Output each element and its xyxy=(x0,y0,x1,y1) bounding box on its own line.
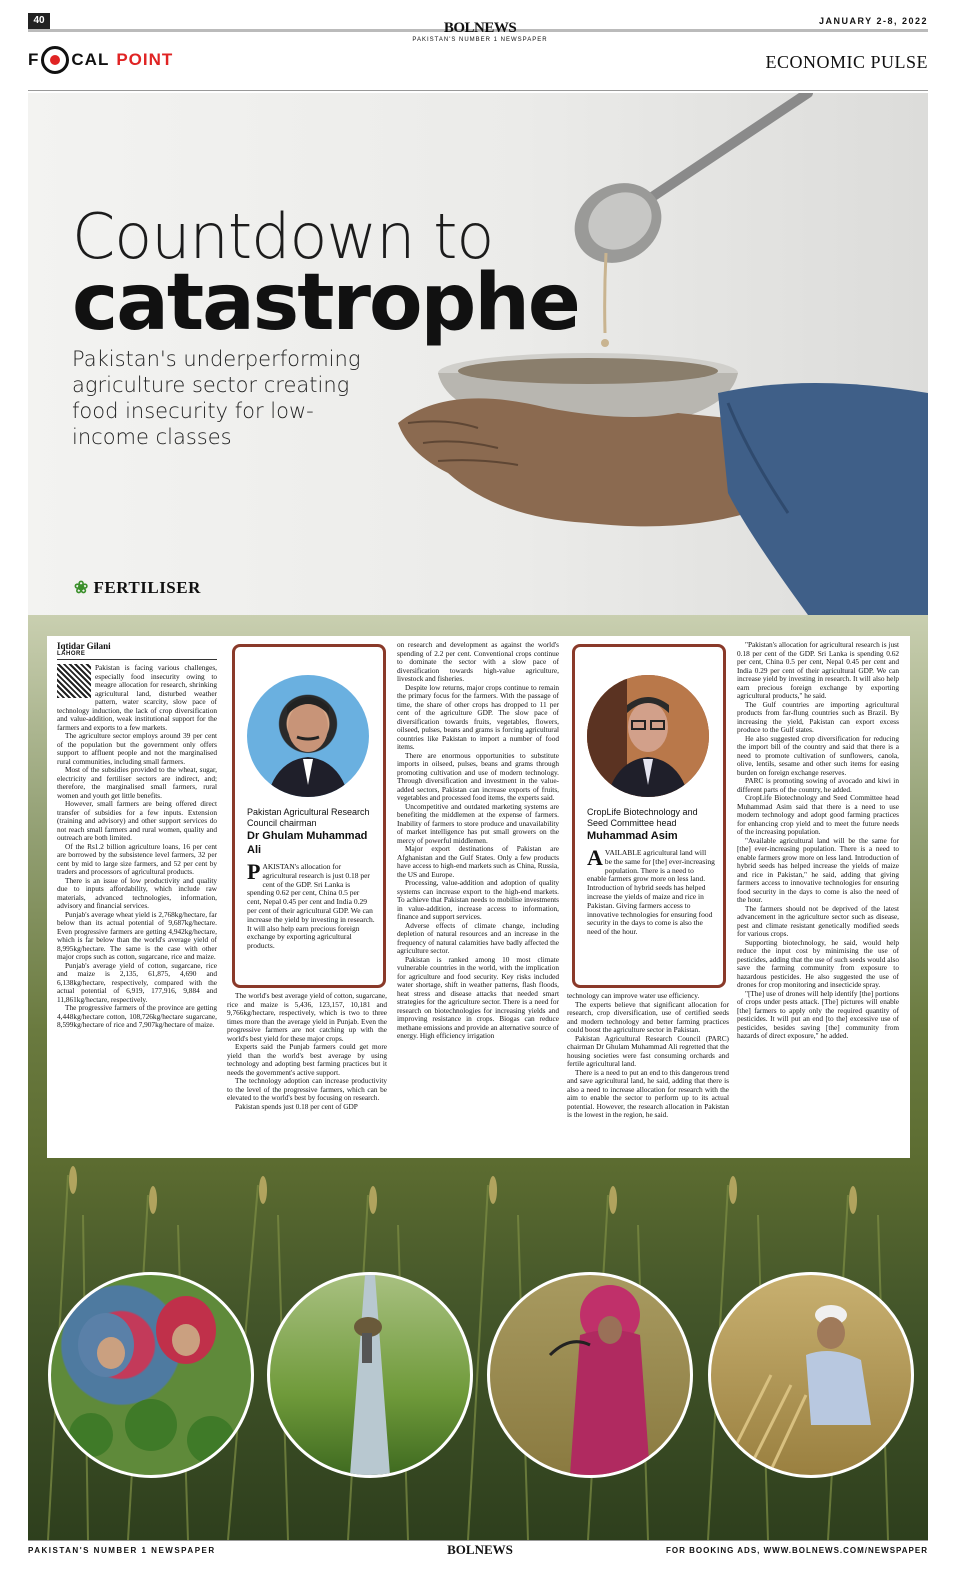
paragraph: The technology adoption can increase productivity to the level of the progressive farmers, which can be elevated to the world's best by focusing on research. xyxy=(227,1076,387,1102)
footer-booking-link[interactable]: FOR BOOKING ADS, WWW.BOLNEWS.COM/NEWSPAPER xyxy=(666,1546,928,1555)
paragraph: The progressive farmers of the province are getting 4,448kg/hectare cotton, 108,726kg/hectare sugarcane, 8,599kg/hectare of rice and 7,907kg/hectare of maize. xyxy=(57,1003,217,1029)
paragraph: The experts believe that significant allocation for research, crop diversification, use of certified seeds and modern technology and better farming practices could boost the agriculture sector in Pakistan. xyxy=(567,999,729,1034)
paragraph: The Gulf countries are importing agricultural products from far-flung countries such as Brazil. By increasing the yield, Pakistan can export excess produce to the Gulf states. xyxy=(737,699,899,734)
paragraph: Processing, value-addition and adoption of quality systems can increase export to the high-end markets. To achieve that Pakistan needs to mobilise investments in value-addition, increase access to information, finance and support services. xyxy=(397,878,559,921)
quote-body: AKISTAN's allocation for agricultural research is just 0.18 per cent of the GDP. Sri Lanka is spending 0.62 per cent, China 0.5 per cent, Nepal 0.45 per cent and India 0.29 per cent of their agricultural GDP. We can increase the yield by investing in research. It will also help earn precious foreign exchange by exporting agricultural products. xyxy=(247,862,375,951)
paragraph: Most of the subsidies provided to the wheat, sugar, electricity and fertiliser sectors are indirect, and; therefore, the marginalised small farmers, rural women and youth get little benefits. xyxy=(57,765,217,800)
quote-text xyxy=(247,859,375,951)
paragraph: technology can improve water use efficiency. xyxy=(567,992,700,1000)
paragraph: Pakistan is facing various challenges, especially food insecurity owing to meagre allocation for research, shrinking agricultural land, disturbed weather pattern, water scarcity, slow pace of technology induction, the lack of crop diversification and value-addition, weak institutional support for the farmers and exports to a few markets. xyxy=(57,663,217,732)
article-column-2 xyxy=(227,992,387,1152)
photo-circle-rice-paddy xyxy=(267,1272,473,1478)
quote-role: CropLife Biotechnology and Seed Committee head xyxy=(587,807,698,828)
focal-target-icon xyxy=(41,46,69,74)
portrait-ghulam-ali xyxy=(247,675,369,797)
paragraph: Adverse effects of climate change, including depletion of natural resources and an increase in the frequency of natural calamities have badly affected the agriculture sector. xyxy=(397,920,559,955)
article-column-4 xyxy=(567,992,729,1152)
quote-body: VAILABLE agricultural land will be the same for [the] ever-increasing population. There is a need to enable farmers grow more on less land. Introduction of hybrid seeds has helped increase the yields of maize and rice in Pakistan. Giving farmers access to innovative technologies for ensuring food security in the days to come is also the need of the hour. xyxy=(587,848,715,937)
paragraph: Experts said the Punjab farmers could get more yield than the world's best average by using technology and adopting best farming practices but it needs the government's active support. xyxy=(227,1042,387,1077)
paragraph: Major export destinations of Pakistan are Afghanistan and the Gulf States. Only a few products have access to high-end markets such as China, Russia, the US and Europe. xyxy=(397,844,559,879)
masthead-tagline: PAKISTAN'S NUMBER 1 NEWSPAPER xyxy=(412,37,548,43)
page-number: 40 xyxy=(28,13,50,29)
headline-subtitle: Pakistan's underperforming agriculture sector creating food insecurity for low-income classes xyxy=(72,347,361,449)
paragraph: Supporting biotechnology, he said, would help reduce the input cost by minimising the use of pesticides, adding that the use of such seeds would also save the farming community from exposure to hazardous pesticides. He also suggested the use of drones for crop monitoring and insecticide spray. xyxy=(737,937,899,989)
quote-name: Dr Ghulam Muhammad Ali xyxy=(247,830,368,856)
quote-box-ghulam-ali xyxy=(232,644,386,988)
photo-circle-woman-harvesting xyxy=(487,1272,693,1478)
headline-line-1: Countdown to xyxy=(72,200,494,273)
portrait-figure xyxy=(587,675,709,797)
section-f: F xyxy=(28,50,40,69)
paragraph: The farmers should not be deprived of the latest advancement in the agriculture sector such as disease, pest and climate resistant genetically modified seeds for various crops. xyxy=(737,903,899,938)
masthead-logo: BOLNEWS xyxy=(443,20,517,36)
article-column-3 xyxy=(397,641,559,1151)
section-rule xyxy=(28,90,928,91)
portrait-muhammad-asim xyxy=(587,675,709,797)
paragraph: There is a need to put an end to this dangerous trend and save agricultural land, he said, adding that there is also a need to increase allocation for research with the aim to enable the sector to perform up to its actual potential. However, the research allocation in Pakistan is the lowest in the region, he said. xyxy=(567,1067,729,1119)
quote-text xyxy=(587,845,715,937)
photo-circle-farmer-wheat xyxy=(708,1272,914,1478)
paragraph: PARC is promoting sowing of avocado and kiwi in different parts of the country, he added. xyxy=(737,776,899,794)
paragraph: There is an issue of low productivity and quality due to inputs affordability, which include raw materials, advanced technologies, information, advisory and financial services. xyxy=(57,875,217,910)
paragraph: on research and development as against the world's spending of 2.2 per cent. Conventional crops continue to dominate the sector with a slow pace of diversification towards high-value agriculture, livestock and fisheries. xyxy=(397,641,559,683)
headline-line-2: catastrophe xyxy=(72,258,579,348)
women-farmers-illustration xyxy=(51,1275,251,1475)
paragraph: Of the Rs1.2 billion agriculture loans, 16 per cent are borrowed by the subsistence level farmers, 32 per cent by mid to large size farmers, and 52 per cent by traders and processors of agricultural products. xyxy=(57,841,217,876)
woman-harvesting-illustration xyxy=(490,1275,690,1475)
qr-code-icon xyxy=(57,664,91,698)
paragraph: Pakistan spends just 0.18 per cent of GDP xyxy=(235,1101,358,1111)
section-focal-point xyxy=(28,46,173,74)
paragraph: Despite low returns, major crops continue to remain the primary focus for the farmers. With the passage of time, the share of other crops has dropped to 11 per cent of the agriculture GDP. The slow pace of diversification towards fruits, vegetables, flowers, oilseed, pulses, beans and grams is forcing agricultural countries like Pakistan to import a number of food items. xyxy=(397,682,559,751)
section-cal: CAL xyxy=(71,50,110,69)
dropcap: P xyxy=(247,859,261,884)
paragraph: Pakistan is ranked among 10 most climate vulnerable countries in the world, with the implication for agriculture and food security. Key risks included water shortage, shift in weather patterns, flash floods, heat stress and disease attacks that needed smart strategies for the agriculture sector. There is a need for research on biotechnologies for increasing yields and improving resistance in crops. Biogas can reduce methane emissions and provide an alternative source of energy. High efficiency irrigation xyxy=(397,954,559,1040)
dropcap: A xyxy=(587,845,603,870)
paragraph: There are enormous opportunities to substitute imports in oilseed, pulses, beans and grams through promoting cultivation and use of modern technology. Through diversification and investment in the value-added sectors, Pakistan can increase exports of fruits, vegetables and processed food items, the experts said. xyxy=(397,750,559,802)
paragraph: CropLife Biotechnology and Seed Committee head Muhammad Asim said that there is a need to use modern technology and adopt good farming practices for enhancing crop yield and to meet the future needs of the increasing population. xyxy=(737,793,899,836)
footer-logo: BOLNEWS xyxy=(447,1542,513,1557)
paragraph: The agriculture sector employs around 39 per cent of the population but the government only offers support to affluent people and not the marginalised rural communities, including small farmers. xyxy=(57,731,217,766)
quote-name: Muhammad Asim xyxy=(587,830,678,842)
paragraph: However, small farmers are being offered direct transfer of subsidies for a few inputs. Extension (training and advisory) and other support services do not reach small farmers and rural women, quality and outreach are both limited. xyxy=(57,799,217,842)
paragraph: He also suggested crop diversification for reducing the import bill of the country and said that there is a need to promote cultivation of sunflowers, canola, olive, lentils, sesame and other such items for easing burden on foreign exchange reserves. xyxy=(737,733,899,777)
paragraph: Punjab's average wheat yield is 2,768kg/hectare, far below than its actual potential of 9,687kg/hectare. Even progressive farmers are getting 4,942kg/hectare, which is far below than the world's average yield of 8,995kg/hectare. The same is the case with other major crops such as cotton, sugarcane, rice and maize. xyxy=(57,909,217,961)
article-column-1 xyxy=(57,641,217,1151)
farmer-wheat-illustration xyxy=(711,1275,911,1475)
quote-box-muhammad-asim xyxy=(572,644,726,988)
dateline-location: LAHORE xyxy=(57,651,217,660)
portrait-figure xyxy=(247,675,369,797)
paragraph: "Pakistan's allocation for agricultural research is just 0.18 per cent of the GDP. Sri Lanka is spending 0.62 per cent, China 0.5 per cent, Nepal 0.45 per cent and India 0.29 per cent of their agricultural GDP. We can increase yield by investing in research. It will also help earn precious foreign exchange by exporting agricultural products," he said. xyxy=(737,641,899,700)
footer-tagline: PAKISTAN'S NUMBER 1 NEWSPAPER xyxy=(28,1546,216,1555)
paragraph: Pakistan Agricultural Research Council (PARC) chairman Dr Ghulam Muhammad Ali regretted that the housing societies were fast consuming orchards and fertile agricultural land. xyxy=(567,1033,729,1068)
issue-date: JANUARY 2-8, 2022 xyxy=(818,16,928,26)
paragraph: Uncompetitive and outdated marketing systems are benefiting the middlemen at the expense of farmers. Inability of farmers to store produce and unavailability of market intelligence has put small growers on the mercy of powerful middlemen. xyxy=(397,801,559,845)
paragraph: "Available agricultural land will be the same for [the] ever-increasing population. There is a need to enable farmers grow more on less land. Introduction of hybrid seeds has helped increase the yields of maize and rice in Pakistan," he said, adding that giving farmers access to innovative technologies for ensuring food security in the days to come is also the need of the hour. xyxy=(737,835,899,904)
paragraph: The world's best average yield of cotton, sugarcane, rice and maize is 5,436, 123,157, 10,181 and 9,766kg/hectare, respectively, which is two to three times more than the average yield in Punjab. Even the progressive farmers are not catching up with the world's best yield for these major crops. xyxy=(227,992,387,1043)
article-column-5 xyxy=(737,641,899,1151)
section-point: POINT xyxy=(116,50,174,69)
leaf-icon: ❀ xyxy=(74,578,89,597)
photo-circle-women-farmers xyxy=(48,1272,254,1478)
paragraph: "[The] use of drones will help identify [the] portions of crops under pests attack. [The] pictures will enable [the] farmers to apply only the required quantity of pesticides. It will put an end [to the] excessive use of pesticides, besides saving [the] community from hazards of direct exposure," he added. xyxy=(737,988,899,1040)
sponsor-name: FERTILISER xyxy=(93,578,201,597)
byline: Iqtidar Gilani xyxy=(57,641,111,651)
rice-paddy-illustration xyxy=(270,1275,470,1475)
paragraph: Punjab's average yield of cotton, sugarcane, rice and maize is 2,135, 61,875, 4,690 and 6,138kg/hectare, respectively, compared with the actual potential of 6,919, 177,916, 9,884 and 11,861kg/hectare, respectively. xyxy=(57,960,217,1004)
section-economic-pulse: ECONOMIC PULSE xyxy=(765,52,928,72)
quote-role: Pakistan Agricultural Research Council chairman xyxy=(247,807,370,828)
article-panel xyxy=(47,636,910,1158)
footer-rule xyxy=(28,1540,928,1541)
masthead xyxy=(0,20,960,43)
sponsor-logo xyxy=(74,578,201,598)
